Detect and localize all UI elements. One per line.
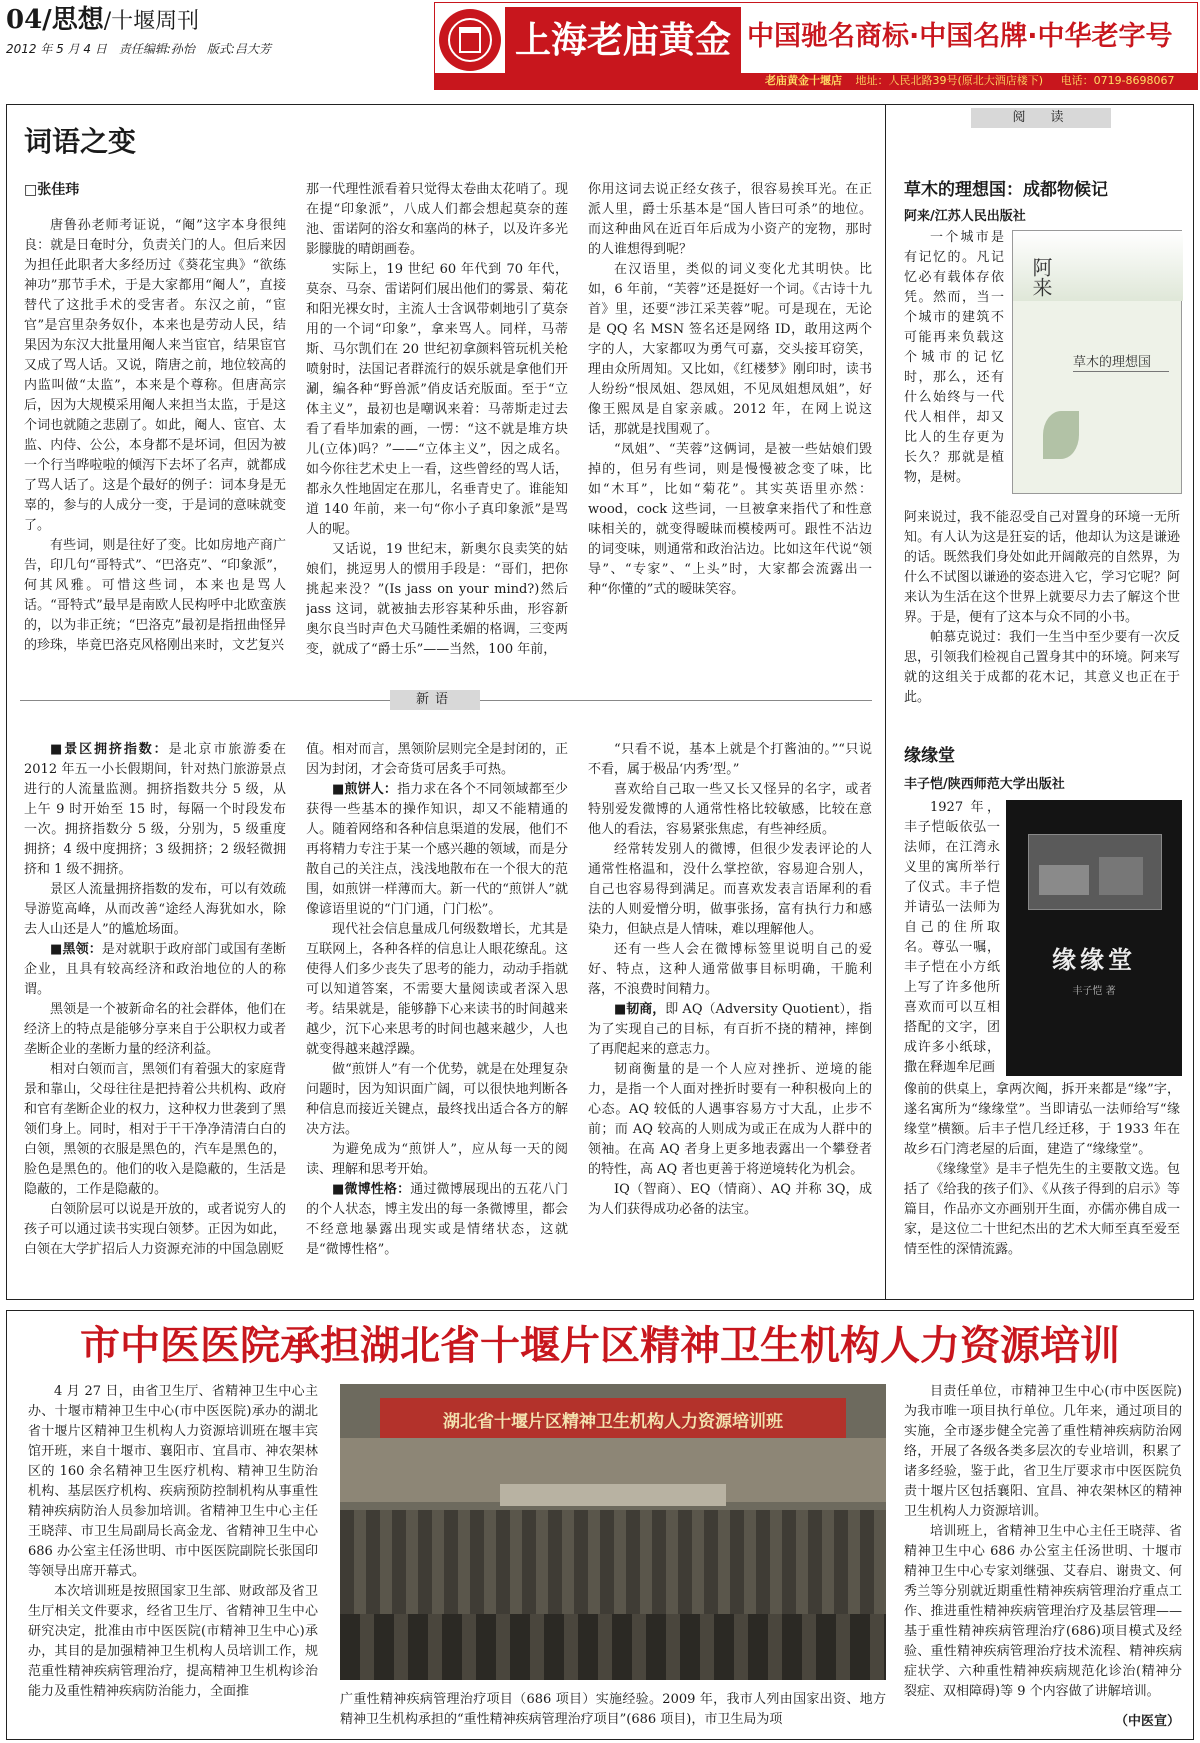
book2-text-wrap (904, 798, 1000, 1078)
leaf-icon (1043, 411, 1079, 459)
xinyu-label: 新语 (390, 690, 480, 710)
definition: 做“煎饼人”有一个优势，就是在处理复杂问题时，因为知识面广阔，可以很快地判断各种信息而接近关键点，最终找出适合各方的解决方法。 (306, 1062, 568, 1137)
article-column-1 (24, 216, 286, 668)
paragraph: 在汉语里，类似的词义变化尤其明快。比如，6 年前，“芙蓉”还是挺好一个词。《古诗十九首》里，还要“涉江采芙蓉”呢。可是现在，无论是 QQ 名 MSN 签名还是网络 ID，敢用这两个字的人，大家都叹为勇气可嘉，交头接耳窃笑，理由众所周知。又比如，《红楼梦》刚印时，读书人纷纷“恨凤姐、怨凤姐，不见凤姐想凤姐”，好像王熙凤是自家亲戚。2012 年，在网上说这话，那就是找围观了。 (588, 262, 872, 437)
paragraph: 帕慕克说过：我们一生当中至少要有一次反思，引领我们检视自己置身其中的环境。阿来写就的这组关于成都的花木记，其意义也正在于此。 (904, 630, 1180, 705)
book2-cover (1006, 800, 1182, 1076)
news-left-column (28, 1382, 318, 1734)
definition: IQ（智商）、EQ（情商）、AQ 并称 3Q，成为人们获得成功必备的法宝。 (588, 1182, 872, 1217)
paragraph (24, 1200, 286, 1260)
news-headline: 市中医医院承担湖北省十堰片区精神卫生机构人力资源培训 (80, 1322, 1120, 1369)
photo-stage-table (500, 1484, 726, 1506)
term: ■韧商， (614, 1002, 666, 1017)
definition: 现代社会信息量成几何级数增长，尤其是互联网上，各种各样的信息让人眼花缭乱。这使得人们多少丧失了思考的能力，动动手指就可以知道答案，不需要大量阅读或者深入思考。结果就是，能够静下心来读书的时间越来越少，沉下心来思考的时间也越来越少，人也就变得越来越浮躁。 (306, 922, 568, 1057)
photo-banner-text: 湖北省十堰片区精神卫生机构人力资源培训班 (443, 1412, 783, 1432)
paragraph-continued: 像前的供桌上，拿两次阄，拆开来都是“缘”字，遂名寓所为“缘缘堂”。当即请弘一法师给写“缘缘堂”横额。后丰子恺几经迁移，于 1933 年在故乡石门湾老屋的后面，建造了“缘缘堂”。 (904, 1082, 1180, 1157)
paragraph (588, 940, 872, 1000)
definition: “只看不说，基本上就是个打酱油的。”“只说不看，属于极品‘内秀’型。” (588, 742, 872, 777)
ad-address: 地址：人民北路39号(原北大酒店楼下) (855, 74, 1044, 87)
paragraph: 唐鲁孙老师考证说，“阉”这字本身很纯良：就是日奄时分，负责关门的人。但后来因为担任此职者大多经历过《葵花宝典》“欲练神功”那节手术，于是大家都用“阉人”，直接替代了这批手术的受害者。东汉之前，“宦官”是宫里杂务奴仆，本来也是劳动人民，结果因为东汉大批量用阉人来当宦官，结果宦官又成了骂人话。又说，隋唐之前，地位较高的内监叫做“太监”，本来是个尊称。但唐高宗后，因为大规模采用阉人来担当太监，于是这个词也就随之悲剧了。如此，阉人、宦官、太监、内侍、公公，本身都不是坏词，但因为被一个行当哗啦啦的倾泻下去坏了名声，就都成了骂人话了。这是个最好的例子：词本身是无辜的，参与的人成分一变，于是词的意味就变了。 (24, 218, 286, 533)
ad-info-bar (435, 73, 1197, 89)
book1-cover-title: 草木的理想国 (1073, 355, 1152, 370)
section-name: 思想 (51, 5, 104, 35)
term: ■煎饼人： (332, 782, 398, 797)
definition: 喜欢给自己取一些又长又怪异的名字，或者特别爱发微博的人通常性格比较敏感，比较在意他人的看法，容易紧张焦虑，有些神经质。 (588, 782, 872, 837)
book1-title: 草木的理想国：成都物候记 (904, 180, 1108, 200)
xinyu-rule-left (20, 700, 390, 701)
book1-text-wrap (904, 228, 1004, 504)
xinyu-column-2 (306, 740, 568, 1268)
definition: 相对白领而言，黑领们有着强大的家庭背景和靠山，父母往往是把持着公共机构、政府和官有垄断企业的权力，这种权力世袭到了黑领们身上。同时，相对于干干净净清清白白的白领，黑领的衣服是黑色的，汽车是黑色的，脸色是黑色的。他们的收入是隐蔽的，生活是隐蔽的，工作是隐蔽的。 (24, 1062, 286, 1197)
paragraph-continued: 阿来说过，我不能忍受自己对置身的环境一无所知。有人认为这是狂妄的话，他却认为这是谦逊的话。既然我们身处如此开阔敞亮的自然界，为什么不试图以谦逊的姿态进入它，学习它呢？阿来认为生活在这个世界上就要尽力去了解这个世界。于是，便有了这本与众不同的小书。 (904, 510, 1180, 625)
paragraph (588, 1180, 872, 1220)
definition: 通过微博展现出的五花八门的个人状态，博主发出的每一条微博里，都会不经意地暴露出现实或是情绪状态，这就是“微博性格”。 (306, 1182, 568, 1257)
definition: 是北京市旅游委在 2012 年五一小长假期间，针对热门旅游景点进行的人流量监测。拥挤指数共分 5 级，从上午 9 时开始至 15 时，每隔一个时段发布一次。拥挤指数分 5 级，分别为，5 级重度拥挤；4 级中度拥挤；3 级拥挤；2 级轻微拥挤和 1 级不拥挤。 (24, 742, 286, 877)
book1-byline: 阿来/江苏人民出版社 (904, 209, 1026, 224)
page-number: 04/ (6, 5, 52, 35)
news-credit: （中医宣） (1114, 1714, 1180, 1729)
book2-text (904, 1080, 1180, 1280)
page-header (6, 4, 416, 60)
definition: 即 AQ（Adversity Quotient），指为了实现自己的目标，有百折不挠的精神，摔倒了再爬起来的意志力。 (588, 1002, 872, 1057)
paragraph (306, 780, 568, 920)
paragraph: 有些词，则是往好了变。比如房地产商广告，印几句“哥特式”、“巴洛克”、“印象派”，何其风雅。可惜这些词，本来也是骂人话。“哥特式”最早是南欧人民构呼中北欧蛮族的，以为非正统；“巴洛克”最初是指扭曲怪异的珍珠，毕竟巴洛克风格刚出来时，文艺复兴 (24, 538, 286, 653)
date-line: 2012 年 5 月 4 日 责任编辑:孙怡 版式:吕大芳 (6, 42, 271, 56)
photo-front-rows (340, 1614, 886, 1680)
book2-cover-art (1028, 834, 1162, 910)
paragraph (24, 940, 286, 1000)
book1-text (904, 508, 1180, 724)
definition: 还有一些人会在微博标签里说明自己的爱好、特点，这种人通常做事目标明确，干脆利落，不浪费时间精力。 (588, 942, 872, 997)
definition: 经常转发别人的微博，但很少发表评论的人通常性格温和，没什么掌控欲，容易迎合别人，自己也容易得到满足。而喜欢发表言语犀利的看法的人则爱憎分明，做事张扬，富有执行力和感染力，但缺点是人情味，难以理解他人。 (588, 842, 872, 937)
paragraph (588, 1000, 872, 1060)
ad-brand-panel (505, 7, 741, 73)
paragraph: 4 月 27 日，由省卫生厅、省精神卫生中心主办、十堰市精神卫生中心(市中医医院)承办的湖北省十堰片区精神卫生机构人力资源培训班在堰丰宾馆开班，来自十堰市、襄阳市、宜昌市、神农架林区的 160 余名精神卫生医疗机构、精神卫生防治机构、基层医疗机构、疾病预防控制机构从事重性精神疾病防治人员参加培训。省精神卫生中心主任王晓萍、市卫生局副局长高金龙、省精神卫生中心 686 办公室主任汤世明、市中医医院副院长张国印等领导出席开幕式。 (28, 1384, 318, 1579)
paragraph (24, 880, 286, 940)
definition: 为避免成为“煎饼人”，应从每一天的阅读、理解和思考开始。 (306, 1142, 568, 1177)
book2-byline: 丰子恺/陕西师范大学出版社 (904, 777, 1065, 792)
paragraph-continued: 你用这词去说正经女孩子，很容易挨耳光。在正派人里，爵士乐基本是“国人皆曰可杀”的地位。而这种曲风在近百年后成为小资产的宠物，那时的人谁想得到呢？ (588, 182, 872, 257)
paragraph (588, 780, 872, 840)
vertical-divider (885, 104, 886, 1300)
article-column-3 (588, 180, 872, 668)
paragraph: 实际上，19 世纪 60 年代到 70 年代，莫奈、马奈、雷诺阿们展出他们的雾景、菊花和阳光裸女时，主流人士含讽带刺地引了莫奈用的一个词“印象”，拿来骂人。同样，马蒂斯、马尔凯们在 20 世纪初拿颜料管玩机关枪喷射时，法国记者群流行的娱乐就是拿他们开涮，编各种“野兽派”俏皮话充版面。至于“立体主义”，最初也是嘲讽来着：马蒂斯走过去看了看毕加索的画，一愣：“这不就是堆方块儿(立体)吗？”——“立体主义”，因之成名。如今你往艺术史上一看，这些曾经的骂人话，都永久性地固定在那儿，名垂青史了。谁能知道 140 年前，来一句“你小子真印象派”是骂人的呢。 (306, 262, 568, 537)
paragraph (24, 1000, 286, 1060)
paragraph: 本次培训班是按照国家卫生部、财政部及省卫生厅相关文件要求，经省卫生厅、省精神卫生中心研究决定，批准由市中医医院(市精神卫生中心)承办，其目的是加强精神卫生机构人员培训工作，规范重性精神疾病管理治疗，提高精神卫生机构诊治能力及重性精神疾病防治能力，全面推 (28, 1584, 318, 1699)
article-column-2 (306, 180, 568, 668)
paragraph (588, 740, 872, 780)
article-title: 词语之变 (24, 125, 137, 158)
definition: 白领阶层可以说是开放的，或者说穷人的孩子可以通过读书实现白领梦。正因为如此，白领在大学扩招后人力资源充沛的中国急剧贬 (24, 1202, 286, 1257)
paragraph: 目责任单位，市精神卫生中心(市中医医院)为我市唯一项目执行单位。几年来，通过项目的实施，全市逐步健全完善了重性精神疾病防治网络，开展了各级各类多层次的专业培训，积累了诸多经验，鉴于此，省卫生厅要求市中医医院负责十堰片区包括襄阳、宜昌、神农架林区的精神卫生机构人力资源培训。 (904, 1384, 1182, 1519)
paragraph (306, 1180, 568, 1260)
xinyu-column-3 (588, 740, 872, 1268)
paragraph: “凤姐”、“芙蓉”这俩词，是被一些姑娘们毁掉的，但另有些词，则是慢慢被念变了味，比如“木耳”，比如“菊花”。其实英语里亦然：wood，cock 这些词，一旦被拿来指代了和性意味相关的，就变得暧昧而模棱两可。跟性不沾边的词变味，则通常和政治沾边。比如这年代说“领导”、“专家”、“上头”时，大家都会流露出一种“你懂的”式的暧昧笑容。 (588, 442, 872, 597)
book1-cover-author: 阿来 (1029, 257, 1053, 297)
paragraph: 一个城市是有记忆的。凡记忆必有载体存依凭。然而，当一个城市的建筑不可能再来负载这个城市的记忆时，那么，还有什么始终与一代代人相伴，却又比人的生存更为长久？那就是植物，是树。 (904, 230, 1004, 485)
definition: 景区人流量拥挤指数的发布，可以有效疏导游览高峰，从而改善“途经人海犹如水，除去人山还是人”的尴尬场面。 (24, 882, 286, 937)
term: ■微博性格： (332, 1182, 411, 1197)
book2-title: 缘缘堂 (904, 746, 955, 766)
news-photo (340, 1384, 886, 1680)
book1-cover (1012, 230, 1182, 494)
paragraph: 1927 年，丰子恺皈依弘一法师，在江湾永义里的寓所举行了仪式。丰子恺并请弘一法师为自己的住所取名。尊弘一嘱，丰子恺在小方纸上写了许多他所喜欢而可以互相搭配的文字，团成许多小纸球，撒在释迦牟尼画 (904, 800, 1000, 1075)
definition: 指力求在各个不同领域都至少获得一些基本的操作知识，却又不能精通的人。随着网络和各种信息渠道的发展，他们不再将精力专注于某一个感兴趣的领域，而是分散自己的关注点，浅浅地散布在一个很大的范围，如煎饼一样薄而大。新一代的“煎饼人”就像谚语里说的“门门通，门门松”。 (306, 782, 568, 917)
ad-logo (439, 9, 501, 71)
paragraph (24, 740, 286, 880)
paragraph (306, 920, 568, 1060)
term: ■黑领： (50, 942, 102, 957)
paper-name: /十堰周刊 (103, 9, 200, 34)
paragraph-continued: 值。相对而言，黑领阶层则完全是封闭的，正因为封闭，才会奇货可居炙手可热。 (306, 742, 568, 777)
ad-slogan: 中国驰名商标·中国名牌·中华老字号 (747, 21, 1173, 52)
term: ■景区拥挤指数： (50, 742, 169, 757)
definition: 黑领是一个被新命名的社会群体，他们在经济上的特点是能够分享来自于公职权力或者垄断企业的垄断力量的经济利益。 (24, 1002, 286, 1057)
paragraph (588, 1060, 872, 1180)
xinyu-column-1 (24, 740, 286, 1268)
book2-cover-title: 缘缘堂 (1052, 945, 1136, 974)
xinyu-rule-right (480, 700, 872, 701)
ad-brand: 上海老庙黄金 (514, 19, 731, 61)
paragraph: 《缘缘堂》是丰子恺先生的主要散文选。包括了《给我的孩子们》、《从孩子得到的启示》等篇目，作品亦文亦画别开生面，亦儒亦佛自成一家，是这位二十世纪杰出的艺术大师至真至爱至情至性的深情流露。 (904, 1162, 1180, 1257)
paragraph-continued: 那一代理性派看着只觉得太卷曲太花哨了。现在提“印象派”，八成人们都会想起莫奈的莲池、雷诺阿的浴女和塞尚的林子，以及许多光影朦胧的晴朗画卷。 (306, 182, 568, 257)
paragraph: 又话说，19 世纪末，新奥尔良卖笑的姑娘们，挑逗男人的惯用手段是：“哥们，把你挑起来没？”(Is jass on your mind?)然后 jass 这词，就被抽去形容某种乐曲，形容新奥尔良当时声色犬马随性柔媚的格调，三变两变，就成了“爵士乐”——当然，100 年前， (306, 542, 568, 657)
photo-banner (380, 1398, 846, 1438)
paragraph (306, 1060, 568, 1140)
paragraph (588, 840, 872, 940)
ad-phone: 电话：0719-8698067 (1060, 74, 1175, 87)
ad-store: 老庙黄金十堰店 (765, 74, 842, 87)
paragraph (306, 1140, 568, 1180)
news-mid-text: 广重性精神疾病管理治疗项目（686 项目）实施经验。2009 年，我市人列由国家出资、地方精神卫生机构承担的“重性精神疾病管理治疗项目”(686 项目)，市卫生局为项 (340, 1692, 886, 1727)
book2-cover-author: 丰子恺 著 (1072, 986, 1116, 997)
news-right-column (904, 1382, 1182, 1708)
reading-label: 阅 读 (971, 108, 1111, 128)
definition: 韧商衡量的是一个人应对挫折、逆境的能力，是指一个人面对挫折时要有一种积极向上的心态。AQ 较低的人遇事容易方寸大乱，止步不前；而 AQ 较高的人则成为或正在成为人群中的领袖。在高 AQ 者身上更多地表露出一个攀登者的特性，高 AQ 者也更善于将逆境转化为机会。 (588, 1062, 872, 1177)
article-author: □张佳玮 (24, 182, 80, 198)
definition: 是对就职于政府部门或国有垄断企业，且具有较高经济和政治地位的人的称谓。 (24, 942, 286, 997)
paragraph (24, 1060, 286, 1200)
paragraph: 培训班上，省精神卫生中心主任王晓萍、省精神卫生中心 686 办公室主任汤世明、十堰市精神卫生中心专家刘继强、艾春启、谢贵文、何秀兰等分别就近期重性精神疾病管理治疗重点工作、推进重性精神疾病管理治疗及基层管理——基于重性精神疾病管理治疗(686)项目模式及经验、重性精神疾病管理治疗技术流程、精神疾病症状学、六种重性精神疾病规范化诊治(精神分裂症、双相障碍)等 9 个内容做了讲解培训。 (904, 1524, 1182, 1699)
top-advertisement (434, 2, 1198, 90)
